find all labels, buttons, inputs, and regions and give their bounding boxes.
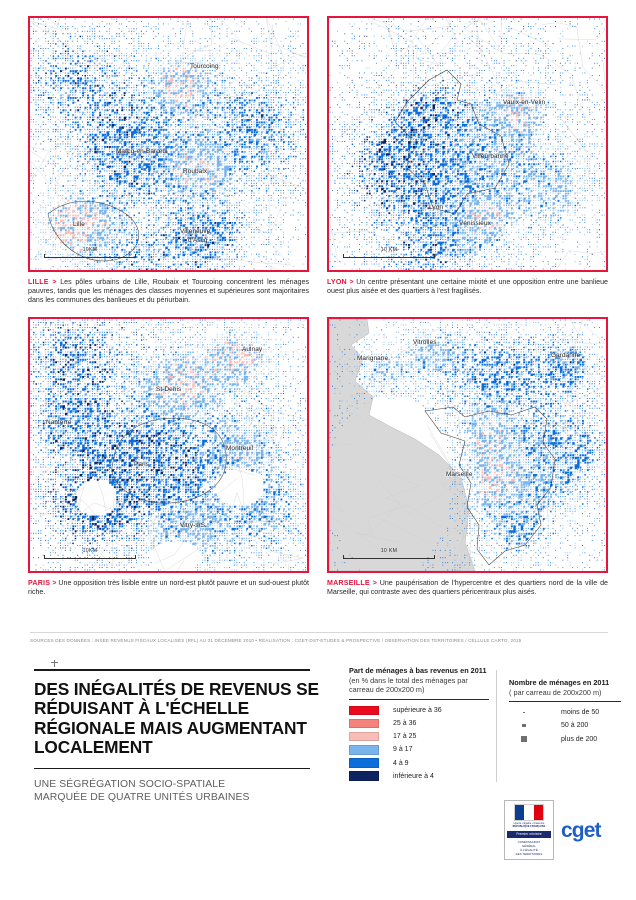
organisme-line-3: À L'ÉGALITÉ <box>520 848 538 853</box>
legend-share-label: supérieure à 36 <box>393 706 442 714</box>
subtitle-line-2: MARQUÉE DE QUATRE UNITÉS URBAINES <box>34 792 250 804</box>
legend-share-label: inférieure à 4 <box>393 772 434 780</box>
organisme-line-1: COMMISSARIAT <box>517 840 541 845</box>
page-title: DES INÉGALITÉS DE REVENUS SE RÉDUISANT À L'ÉCHELLE RÉGIONALE MAIS AUGMENTANT LOCALEMENT <box>34 678 319 758</box>
legend-share-row <box>349 770 489 783</box>
flag-stripe-blue <box>515 805 524 820</box>
scalebar-bar <box>343 555 435 559</box>
map-canvas-lille <box>30 18 307 270</box>
flag-stripe-red <box>534 805 543 820</box>
title-rule-top <box>34 669 310 671</box>
map-place-label: Roubaix <box>183 168 208 175</box>
caption-paris <box>28 579 309 597</box>
legend-count-row <box>509 706 631 719</box>
caption-text-paris: Une opposition très lisible entre un nord-est plutôt pauvre et un sud-ouest plutôt riche. <box>28 579 309 597</box>
scalebar-bar <box>44 254 136 258</box>
map-place-label: Nanterre <box>46 419 72 427</box>
flag-stripe-white <box>524 805 533 820</box>
bottom-panel <box>0 650 636 900</box>
registration-mark-icon <box>50 660 60 668</box>
map-cell-marseille <box>327 317 608 597</box>
map-cell-lyon <box>327 16 608 308</box>
title-block <box>34 660 334 804</box>
caption-city-marseille: MARSEILLE <box>327 579 370 588</box>
scalebar-lille <box>44 247 136 258</box>
legend-share-row <box>349 704 489 717</box>
legend-number-of-households <box>509 678 631 746</box>
legend-count-label: 50 à 200 <box>561 722 589 730</box>
sources-line: SOURCES DES DONNÉES : INSEE REVENUS FISCAUX LOCALISÉS (RFL) AU 31 DÉCEMBRE 2010 • RÉALISATION : CGET-DST-ETUDES & PROSPECTIVE / OBSERVATION DES TERRITOIRES / CELLULE CARTO, 2015 <box>30 638 522 643</box>
legend-share-label: 9 à 17 <box>393 746 413 754</box>
map-place-label: Paris <box>134 461 150 469</box>
legend-count-items <box>509 706 631 746</box>
caption-text-lyon: Un centre présentant une certaine mixité et une opposition entre une banlieue ouest plus aisée et des quartiers à l'est fragilisés. <box>327 278 608 296</box>
caption-city-paris: PARIS <box>28 579 51 588</box>
legend-dot-cell <box>509 724 539 727</box>
legend-share-row <box>349 730 489 743</box>
french-flag-icon <box>514 804 544 821</box>
map-place-label: Vaulx-en-Velin <box>503 99 546 106</box>
legend-share-row <box>349 717 489 730</box>
caption-arrow-marseille: > <box>372 579 377 588</box>
scalebar-bar <box>343 254 435 258</box>
map-place-label: d'Ascq <box>188 237 208 244</box>
map-frame-marseille[interactable] <box>327 317 608 573</box>
legend-dot-icon <box>523 712 525 714</box>
caption-arrow-paris: > <box>52 579 57 588</box>
legend-share-label: 4 à 9 <box>393 759 409 767</box>
legend-share-row <box>349 756 489 769</box>
legend-count-row <box>509 719 631 732</box>
legend-share-divider <box>349 699 489 700</box>
legend-count-divider <box>509 701 621 702</box>
scalebar-paris <box>44 548 136 559</box>
legend-share-label: 25 à 36 <box>393 719 417 727</box>
legend-color-swatch <box>349 745 379 755</box>
caption-text-marseille: Une paupérisation de l'hypercentre et des quartiers nord de la ville de Marseille, qui contraste avec des quartiers péricentraux plus aisés. <box>327 579 608 597</box>
legend-share-title-year: en 2011 <box>460 666 487 675</box>
caption-lyon <box>327 278 608 296</box>
map-canvas-marseille <box>329 319 606 571</box>
map-frame-paris[interactable] <box>28 317 309 573</box>
legend-count-label: plus de 200 <box>561 735 598 743</box>
cget-brand-logo: cget <box>561 818 601 842</box>
map-frame-lyon[interactable] <box>327 16 608 272</box>
legend-share-label: 17 à 25 <box>393 733 417 741</box>
legend-count-title-main: Nombre de ménages en 2011 <box>509 678 610 687</box>
devise-text <box>507 822 551 829</box>
map-canvas-lyon <box>329 18 606 270</box>
map-cell-paris <box>28 317 309 597</box>
map-place-label: Aulnay <box>242 346 263 354</box>
legend-color-swatch <box>349 732 379 742</box>
legend-vertical-divider <box>496 670 497 782</box>
map-row-bottom <box>28 317 608 597</box>
map-place-label: Marignane <box>357 355 389 363</box>
map-cell-lille <box>28 16 309 308</box>
organisme-line-2: GÉNÉRAL <box>521 844 537 849</box>
organisme-text <box>507 840 551 856</box>
legend-color-swatch <box>349 758 379 768</box>
scalebar-bar <box>44 555 136 559</box>
map-place-label: Vitry-s/S <box>180 522 205 530</box>
map-place-label: Villeurbanne <box>472 153 509 160</box>
scalebar-label: 10 KM <box>380 548 398 555</box>
legend-share-row <box>349 743 489 756</box>
map-place-label: Montreuil <box>226 445 254 453</box>
legend-share-items <box>349 704 489 783</box>
map-place-label: Gardanne <box>551 352 581 360</box>
scalebar-marseille <box>343 548 435 559</box>
caption-city-lyon: LYON <box>327 278 347 286</box>
map-place-label: St-Denis <box>156 386 182 394</box>
map-row-top <box>28 16 608 308</box>
map-place-label: Marcq-en-Barœul <box>116 148 168 155</box>
map-canvas-paris <box>30 319 307 571</box>
maps-grid <box>28 16 608 597</box>
caption-spacer <box>327 296 608 308</box>
subtitle-line-1: UNE SÉGRÉGATION SOCIO-SPATIALE <box>34 779 226 791</box>
devise-motto: Liberté • Égalité • Fraternité <box>513 822 545 826</box>
map-place-label: Vénissieux <box>459 220 491 227</box>
caption-marseille <box>327 579 608 597</box>
map-place-label: Marseille <box>446 471 473 479</box>
caption-lille <box>28 278 309 305</box>
legend-share-title <box>349 666 489 695</box>
caption-arrow-lille: > <box>52 278 57 286</box>
legend-dot-cell <box>509 736 539 741</box>
caption-city-lille: LILLE <box>28 278 49 286</box>
page-subtitle <box>34 778 334 804</box>
caption-text-lille: Les pôles urbains de Lille, Roubaix et Tourcoing concentrent les ménages pauvres, tandis que les ménages des classes moyennes et supérieures sont majoritaires dans les communes des banlieues et du périurbain. <box>28 278 309 305</box>
legend-dot-icon <box>522 724 525 727</box>
caption-arrow-lyon: > <box>349 278 354 286</box>
legend-count-row <box>509 732 631 745</box>
map-place-label: Tourcoing <box>190 63 219 70</box>
scalebar-label: 10KM <box>82 247 98 253</box>
legend-share-title-sub: (en % dans le total des ménages par carreau de 200x200 m) <box>349 675 468 695</box>
legend-count-label: moins de 50 <box>561 709 600 717</box>
republique-francaise-logo <box>504 800 554 860</box>
legend-share-of-low-income-households <box>349 666 489 783</box>
legend-dot-cell <box>509 712 539 714</box>
sources-divider <box>30 632 608 633</box>
title-rule-bottom <box>34 768 310 769</box>
legend-share-title-main: Part de ménages à bas revenus <box>349 666 459 675</box>
scalebar-label: 10KM <box>82 548 98 555</box>
logo-group <box>504 800 601 860</box>
legend-color-swatch <box>349 706 379 716</box>
legend-color-swatch <box>349 719 379 729</box>
devise-republique: RÉPUBLIQUE FRANÇAISE <box>512 825 546 829</box>
scalebar-lyon <box>343 247 435 258</box>
legend-count-title <box>509 678 631 697</box>
scalebar-label: 10 KM <box>380 247 398 253</box>
map-place-label: Lyon <box>429 204 444 211</box>
legend-color-swatch <box>349 771 379 781</box>
organisme-line-4: DES TERRITOIRES <box>515 852 543 857</box>
map-place-label: Vitrolles <box>413 339 437 347</box>
map-place-label: Villeneuve <box>180 228 211 235</box>
legend-dot-icon <box>521 736 526 741</box>
map-place-label: Lille <box>73 221 85 228</box>
premier-ministre-bar: Premier ministre <box>507 831 551 837</box>
map-frame-lille[interactable] <box>28 16 309 272</box>
legend-count-title-sub: ( par carreau de 200x200 m) <box>509 687 602 697</box>
